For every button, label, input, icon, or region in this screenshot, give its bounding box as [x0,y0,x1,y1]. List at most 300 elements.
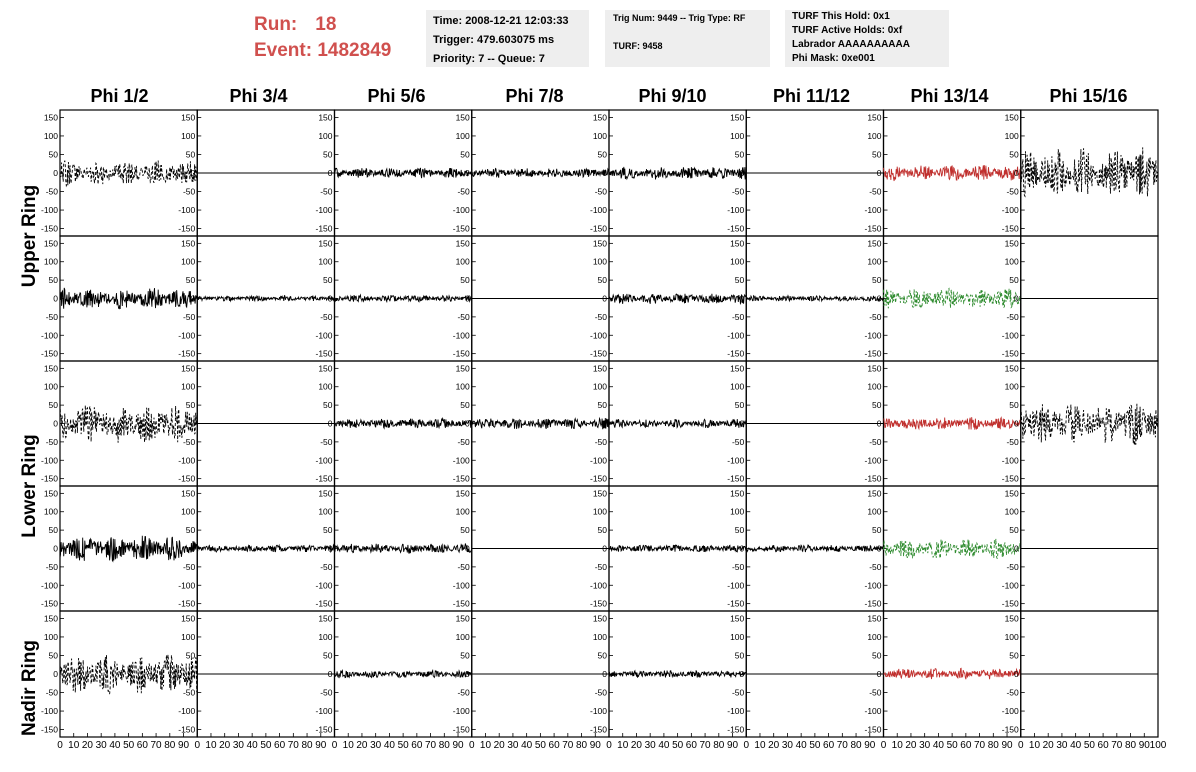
y-tick-label: 150 [181,112,196,123]
y-tick-label: 0 [190,293,196,304]
x-tick-label: 20 [356,740,368,751]
y-tick-label: 0 [53,543,58,554]
x-tick-label: 10 [754,740,766,751]
y-tick-label: -50 [320,311,333,322]
y-tick-label: 150 [318,488,333,499]
y-tick-label: -50 [1006,436,1019,447]
y-tick-label: 150 [455,363,470,374]
trig-num-text: Trig Num: 9449 -- Trig Type: RF [613,13,746,23]
y-tick-label: 150 [43,238,58,249]
y-tick-label: -100 [178,455,196,466]
y-tick-label: 150 [318,238,333,249]
y-tick-label: 150 [455,238,470,249]
y-tick-label: 100 [455,130,470,141]
y-tick-label: -50 [45,311,58,322]
y-tick-label: -100 [1001,580,1019,591]
y-tick-label: -100 [589,706,607,717]
x-tick-label: 40 [383,740,395,751]
turf-active-text: TURF Active Holds: 0xf [792,25,903,36]
y-tick-label: -150 [40,223,58,234]
y-tick-label: 50 [597,525,607,536]
y-tick-label: -150 [1001,598,1019,609]
y-tick-label: 0 [739,168,745,178]
y-tick-label: -100 [315,455,333,466]
waveform-trace [60,536,197,561]
y-tick-label: -50 [457,186,470,197]
y-tick-label: 100 [1004,631,1019,642]
y-tick-label: -150 [315,598,333,609]
y-tick-label: 150 [455,613,470,624]
y-tick-label: -50 [320,186,333,197]
y-tick-label: -150 [178,724,196,735]
x-tick-label: 80 [713,740,725,751]
y-tick-label: -50 [182,436,196,447]
y-tick-label: -50 [1006,561,1019,572]
y-tick-label: -150 [727,724,745,735]
y-tick-label: -100 [727,580,745,591]
x-tick-label: 80 [1124,740,1137,751]
x-tick-label: 40 [109,740,121,751]
x-tick-label: 40 [795,740,807,751]
waveform-trace [1021,404,1158,445]
y-tick-label: 150 [592,613,607,624]
y-tick-label: 0 [739,293,745,304]
x-tick-label: 100 [1149,740,1167,751]
y-tick-label: -100 [40,330,58,341]
x-tick-label: 50 [672,740,684,751]
y-tick-label: 50 [1009,275,1019,286]
x-tick-label: 30 [232,740,244,751]
y-tick-label: -50 [182,561,196,572]
x-tick-label: 10 [68,740,80,751]
y-tick-label: 0 [465,418,470,429]
x-tick-label: 50 [397,740,409,751]
y-tick-label: -100 [1001,205,1019,216]
x-tick-label: 20 [219,740,231,751]
y-tick-label: 50 [323,149,333,160]
run-label: Run: [254,14,298,35]
turf-num-text: TURF: 9458 [613,41,663,51]
x-tick-label: 30 [507,740,519,751]
x-tick-label: 30 [644,740,656,751]
y-tick-label: 50 [597,650,607,661]
x-tick-label: 0 [468,740,475,751]
y-tick-label: 150 [1004,112,1019,123]
x-tick-label: 80 [301,740,313,751]
x-tick-label: 60 [685,740,697,751]
y-tick-label: 100 [592,130,607,141]
waveform-trace [609,167,746,180]
x-tick-label: 30 [95,740,107,751]
x-tick-label: 70 [150,740,162,751]
y-tick-label: 50 [872,400,882,411]
y-tick-label: 50 [48,650,58,661]
y-tick-label: 0 [602,418,607,429]
col-title-phi-1-2: Phi 1/2 [90,86,149,106]
y-tick-label: 150 [730,112,745,123]
y-tick-label: 50 [1009,400,1019,411]
x-tick-label: 0 [606,740,612,751]
y-tick-label: 50 [734,525,745,536]
y-tick-label: -100 [452,706,470,717]
waveform-trace [884,668,1021,679]
x-tick-label: 90 [177,740,190,751]
x-tick-label: 60 [823,740,835,751]
y-tick-label: 50 [48,275,58,286]
x-tick-label: 70 [287,740,299,751]
x-tick-label: 10 [342,740,354,751]
y-tick-label: 0 [190,543,196,554]
x-tick-label: 90 [589,740,601,751]
y-tick-label: 100 [181,256,196,267]
x-tick-label: 20 [630,740,643,751]
y-tick-label: -100 [452,330,470,341]
y-tick-label: 50 [1009,650,1019,661]
y-tick-label: -100 [589,205,607,216]
y-tick-label: 0 [465,168,470,178]
y-tick-label: 0 [190,168,196,178]
x-tick-label: 40 [658,740,670,751]
waveform-trace [472,418,609,429]
y-tick-label: -100 [315,205,333,216]
y-tick-label: -150 [727,598,745,609]
x-tick-label: 0 [880,740,887,751]
waveform-trace [472,168,609,177]
y-tick-label: -50 [320,561,333,572]
waveform-trace [609,545,746,552]
y-tick-label: -100 [40,706,58,717]
y-tick-label: -100 [178,205,196,216]
y-tick-label: 100 [318,506,333,517]
y-tick-label: 150 [181,613,196,624]
y-tick-label: 100 [592,631,607,642]
y-tick-label: 100 [730,381,745,392]
y-tick-label: 100 [592,506,607,517]
y-tick-label: -150 [727,348,745,359]
x-tick-label: 80 [164,740,176,751]
y-tick-label: 50 [1009,525,1019,536]
y-tick-label: 50 [48,400,58,411]
y-tick-label: -50 [182,311,196,322]
x-tick-label: 70 [425,740,437,751]
waveform-trace [197,545,334,552]
y-tick-label: 0 [53,168,58,178]
y-tick-label: -50 [1006,186,1019,197]
y-tick-label: -150 [589,473,607,484]
x-tick-label: 80 [575,740,588,751]
y-tick-label: -150 [40,348,58,359]
upper-ring-label: Upper Ring [19,184,40,288]
y-tick-label: 150 [455,488,470,499]
y-tick-label: 100 [455,256,470,267]
y-tick-label: -100 [589,330,607,341]
x-tick-label: 10 [205,740,217,751]
y-tick-label: 150 [592,488,607,499]
trigger-text: Trigger: 479.603075 ms [433,34,555,46]
waveform-trace [609,294,746,304]
y-tick-label: -150 [452,473,470,484]
y-tick-label: 50 [323,650,333,661]
x-tick-label: 10 [479,740,492,751]
y-tick-label: 100 [592,381,607,392]
y-tick-label: -50 [731,561,745,572]
y-tick-label: 100 [1004,506,1019,517]
y-tick-label: 100 [455,506,470,517]
y-tick-label: 150 [730,488,745,499]
y-tick-label: -100 [452,455,470,466]
x-tick-label: 10 [1028,740,1041,751]
y-tick-label: 50 [323,400,333,411]
event-value: 1482849 [317,40,392,61]
x-tick-label: 90 [452,740,464,751]
y-tick-label: 150 [592,363,607,374]
y-tick-label: -100 [178,580,196,591]
y-tick-label: -100 [452,205,470,216]
x-tick-label: 40 [521,740,533,751]
x-tick-label: 60 [411,740,423,751]
y-tick-label: 150 [318,112,333,123]
y-tick-label: -150 [864,348,882,359]
x-tick-label: 30 [781,740,793,751]
lower-ring-label: Lower Ring [19,434,40,538]
y-tick-label: 0 [739,543,745,554]
y-tick-label: 150 [867,613,882,624]
y-tick-label: -150 [864,223,882,234]
waveform-trace [335,168,472,178]
waveform-trace [335,295,472,302]
y-tick-label: -150 [452,598,470,609]
x-tick-label: 80 [850,740,862,751]
y-tick-label: 100 [181,506,196,517]
x-tick-label: 60 [136,740,148,751]
y-tick-label: 100 [43,631,58,642]
waveform-trace [60,288,197,309]
y-tick-label: -150 [40,598,58,609]
y-tick-label: -50 [320,687,333,698]
waveform-trace [746,545,883,552]
x-tick-label: 0 [1017,740,1024,751]
y-tick-label: 50 [734,400,745,411]
y-tick-label: 100 [867,256,882,267]
waveform-trace [609,671,746,678]
y-tick-label: 50 [460,275,470,286]
y-tick-label: 0 [1014,293,1019,304]
x-tick-label: 20 [81,740,94,751]
col-title-phi-15-16: Phi 15/16 [1049,86,1128,106]
y-tick-label: 0 [602,293,607,304]
y-tick-label: -150 [315,724,333,735]
y-tick-label: 50 [185,149,196,160]
y-tick-label: 0 [602,669,607,679]
y-tick-label: 50 [872,149,882,160]
x-tick-label: 70 [836,740,848,751]
y-tick-label: 50 [185,400,196,411]
y-tick-label: -150 [589,724,607,735]
x-tick-label: 30 [1056,740,1068,751]
y-tick-label: -100 [864,455,882,466]
y-tick-label: -50 [869,436,882,447]
y-tick-label: 50 [48,525,58,536]
y-tick-label: -150 [864,724,882,735]
y-tick-label: 0 [190,669,196,679]
y-tick-label: 100 [867,381,882,392]
x-tick-label: 70 [699,740,711,751]
y-tick-label: 150 [43,112,58,123]
y-tick-label: -100 [315,330,333,341]
y-tick-label: -50 [594,311,607,322]
y-tick-label: -50 [869,311,882,322]
x-tick-label: 40 [932,740,944,751]
y-tick-label: -50 [594,436,607,447]
phi-mask-text: Phi Mask: 0xe001 [792,53,875,64]
y-tick-label: -150 [1001,724,1019,735]
y-tick-label: 100 [592,256,607,267]
x-tick-label: 50 [534,740,546,751]
y-tick-label: -150 [40,473,58,484]
y-tick-label: 50 [185,275,196,286]
nadir-ring-label: Nadir Ring [19,639,40,737]
x-tick-label: 90 [1138,740,1150,751]
y-tick-label: -100 [864,205,882,216]
y-tick-label: 100 [455,631,470,642]
y-tick-label: 150 [318,613,333,624]
y-tick-label: 0 [739,418,745,429]
priority-text: Priority: 7 -- Queue: 7 [433,53,545,65]
y-tick-label: -150 [315,473,333,484]
x-tick-label: 90 [315,740,327,751]
y-tick-label: -100 [589,580,607,591]
x-tick-label: 50 [260,740,272,751]
x-tick-label: 50 [123,740,135,751]
y-tick-label: -50 [869,186,882,197]
y-tick-label: -100 [864,706,882,717]
y-tick-label: -50 [1006,311,1019,322]
y-tick-label: 100 [43,506,58,517]
y-tick-label: -150 [589,348,607,359]
y-tick-label: -50 [594,186,607,197]
waveform-trace [335,671,472,678]
waveform-trace [609,419,746,428]
y-tick-label: -50 [457,687,470,698]
y-tick-label: 50 [734,149,745,160]
y-tick-label: 100 [318,256,333,267]
waveform-trace [1021,147,1158,196]
y-tick-label: 50 [872,525,882,536]
y-tick-label: -150 [1001,348,1019,359]
x-tick-label: 10 [617,740,629,751]
waveform-trace [335,419,472,429]
y-tick-label: -100 [178,330,196,341]
y-tick-label: 100 [43,381,58,392]
y-tick-label: 0 [465,543,470,554]
y-tick-label: -50 [731,186,745,197]
turf-hold-text: TURF This Hold: 0x1 [792,11,890,22]
y-tick-label: 50 [185,525,196,536]
y-tick-label: 0 [876,669,882,679]
y-tick-label: 50 [185,650,196,661]
x-tick-label: 80 [438,740,450,751]
y-tick-label: 0 [739,669,745,679]
x-tick-label: 70 [1111,740,1123,751]
col-title-phi-11-12: Phi 11/12 [772,86,851,106]
y-tick-label: -150 [178,598,196,609]
y-tick-label: 0 [602,168,607,178]
y-tick-label: 150 [1004,238,1019,249]
y-tick-label: 150 [867,363,882,374]
y-tick-label: 0 [53,669,58,679]
y-tick-label: -50 [594,561,607,572]
y-tick-label: -50 [45,687,58,698]
waveform-trace [60,655,197,694]
y-tick-label: 100 [43,130,58,141]
x-tick-label: 30 [370,740,382,751]
y-tick-label: 0 [53,418,58,429]
y-tick-label: -100 [178,706,196,717]
y-tick-label: 100 [318,631,333,642]
event-label: Event: [254,40,313,61]
y-tick-label: 0 [1014,669,1019,679]
y-tick-label: 100 [867,506,882,517]
x-tick-label: 40 [246,740,258,751]
waveform-trace [884,539,1021,558]
y-tick-label: 100 [43,256,58,267]
x-tick-label: 60 [960,740,972,751]
y-tick-label: -50 [1006,687,1019,698]
x-tick-label: 0 [743,740,750,751]
y-tick-label: 100 [181,631,196,642]
y-tick-label: 50 [460,525,470,536]
y-tick-label: -150 [315,223,333,234]
y-tick-label: 100 [730,130,745,141]
y-tick-label: 100 [1004,256,1019,267]
y-tick-label: 50 [597,400,607,411]
y-tick-label: -150 [40,724,58,735]
x-tick-label: 30 [919,740,931,751]
y-tick-label: -100 [315,706,333,717]
y-tick-label: -50 [457,311,470,322]
time-text: Time: 2008-12-21 12:03:33 [433,15,569,27]
y-tick-label: 100 [181,130,196,141]
y-tick-label: 50 [734,275,745,286]
y-tick-label: 50 [734,650,745,661]
y-tick-label: 0 [327,293,333,304]
y-tick-label: 0 [465,669,470,679]
y-tick-label: -50 [182,186,196,197]
x-tick-label: 90 [726,740,739,751]
y-tick-label: -100 [727,455,745,466]
y-tick-label: -50 [869,687,882,698]
y-tick-label: -100 [864,330,882,341]
x-tick-label: 50 [946,740,958,751]
col-title-phi-13-14: Phi 13/14 [910,86,989,106]
y-tick-label: 100 [1004,130,1019,141]
y-tick-label: 150 [181,488,196,499]
y-tick-label: 0 [1014,168,1019,178]
y-tick-label: 100 [867,130,882,141]
y-tick-label: -50 [45,436,58,447]
y-tick-label: -150 [727,473,745,484]
x-tick-label: 0 [331,740,338,751]
y-tick-label: 150 [730,613,745,624]
y-tick-label: 150 [730,238,745,249]
y-tick-label: -150 [178,348,196,359]
x-tick-label: 60 [1097,740,1109,751]
col-title-phi-5-6: Phi 5/6 [367,86,426,106]
y-tick-label: 50 [460,149,470,160]
x-tick-label: 60 [548,740,560,751]
y-tick-label: 0 [190,418,196,429]
labrador-text: Labrador AAAAAAAAAA [792,39,910,50]
